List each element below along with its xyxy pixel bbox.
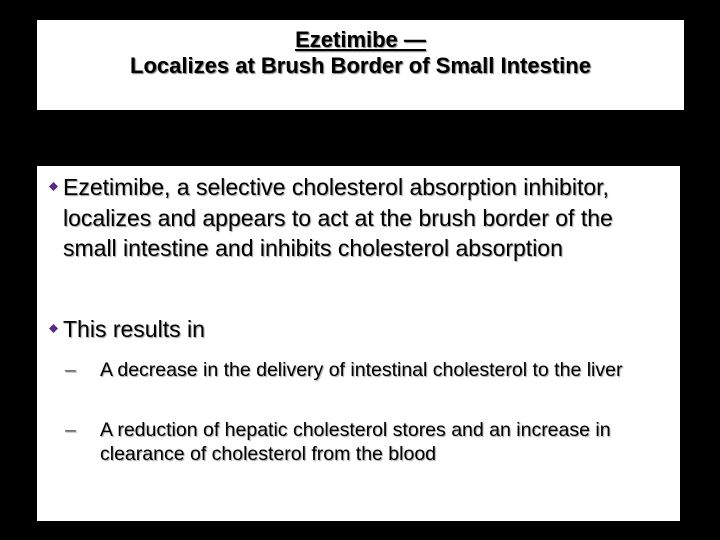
content-panel [37, 166, 680, 521]
sub-bullet-item-2 [65, 418, 665, 466]
sub-bullet-item-1 [65, 358, 665, 382]
title-panel [37, 20, 684, 110]
bullet-text: Ezetimibe, a selective cholesterol absorption inhibitor, localizes and appears to act at the brush border of the small intestine and inhibits cholesterol absorption [63, 174, 613, 261]
slide-title-line-1: Ezetimibe — [295, 27, 426, 52]
bullet-text: This results in [63, 316, 205, 342]
diamond-bullet-icon [49, 324, 58, 333]
sub-bullet-text: A decrease in the delivery of intestinal cholesterol to the liver [100, 359, 623, 381]
bullet-item-2 [49, 314, 669, 345]
diamond-bullet-icon [49, 182, 58, 191]
sub-bullet-text: A reduction of hepatic cholesterol stores and an increase in clearance of cholesterol from the blood [100, 419, 611, 465]
bullet-item-1 [49, 172, 669, 264]
slide-title-line-2: Localizes at Brush Border of Small Intestine [130, 53, 591, 78]
dash-marker: – [65, 419, 76, 441]
dash-marker: – [65, 359, 76, 381]
